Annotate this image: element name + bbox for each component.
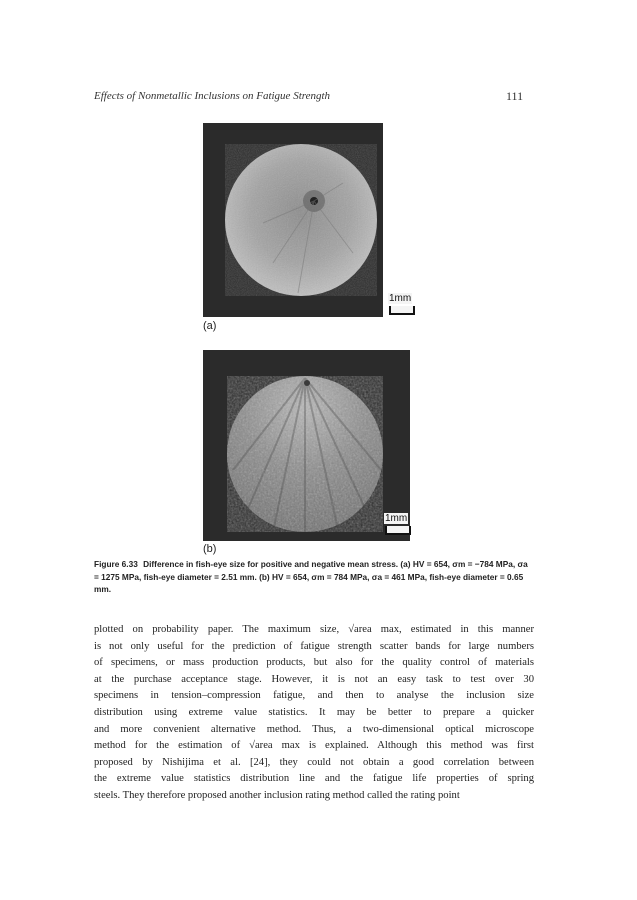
running-title: Effects of Nonmetallic Inclusions on Fatigue Strength bbox=[94, 90, 331, 102]
body-line: specimens in tension–compression fatigue, and then to analyse the inclusion size bbox=[94, 690, 534, 702]
body-line: of specimens, or mass production products, but also for the quality control of materials bbox=[94, 657, 534, 669]
body-line: distribution using extreme value statistics. It may be better to prepare a quicker bbox=[94, 706, 534, 718]
figure-caption bbox=[94, 558, 534, 596]
scale-label-b: 1mm bbox=[385, 513, 408, 524]
figure-number: Figure 6.33 bbox=[94, 559, 138, 569]
body-line: and more convenient alternative method. Thus, a two-dimensional optical microscope bbox=[94, 723, 534, 735]
body-line: at the purchase acceptance stage. However, it is not an easy task to test over 30 bbox=[94, 673, 534, 685]
micrograph-b bbox=[203, 350, 410, 541]
body-line: plotted on probability paper. The maximum size, √area max, estimated in this manner bbox=[94, 624, 534, 635]
body-line: proposed by Nishijima et al. [24], they could not obtain a good correlation between bbox=[94, 756, 534, 768]
body-line: steels. They therefore proposed another inclusion rating method called the rating point bbox=[94, 789, 460, 801]
body-line: method for the estimation of √area max is explained. Although this method was first bbox=[94, 740, 534, 752]
body-paragraph bbox=[94, 622, 534, 805]
scale-bar-a bbox=[389, 306, 415, 315]
panel-label-a: (a) bbox=[203, 320, 217, 332]
scale-bar-b bbox=[385, 526, 411, 535]
body-line: the extreme value statistics distribution line and the fatigue life properties of spring bbox=[94, 773, 534, 785]
figure-caption-text: Difference in fish-eye size for positive and negative mean stress. (a) HV = 654, σm = −784 MPa, σa = 1275 MPa, fish-eye diameter = 2.51 mm. (b) HV = 654, σm = 784 MPa, σa = 461 MPa, fish-eye diameter = 0.65 mm. bbox=[94, 559, 528, 594]
page-number: 111 bbox=[506, 89, 524, 103]
panel-label-b: (b) bbox=[203, 543, 217, 555]
body-line: is not only useful for the prediction of fatigue strength scatter bands for large numbers bbox=[94, 640, 534, 652]
micrograph-a bbox=[203, 123, 383, 317]
scale-label-a: 1mm bbox=[389, 293, 412, 304]
